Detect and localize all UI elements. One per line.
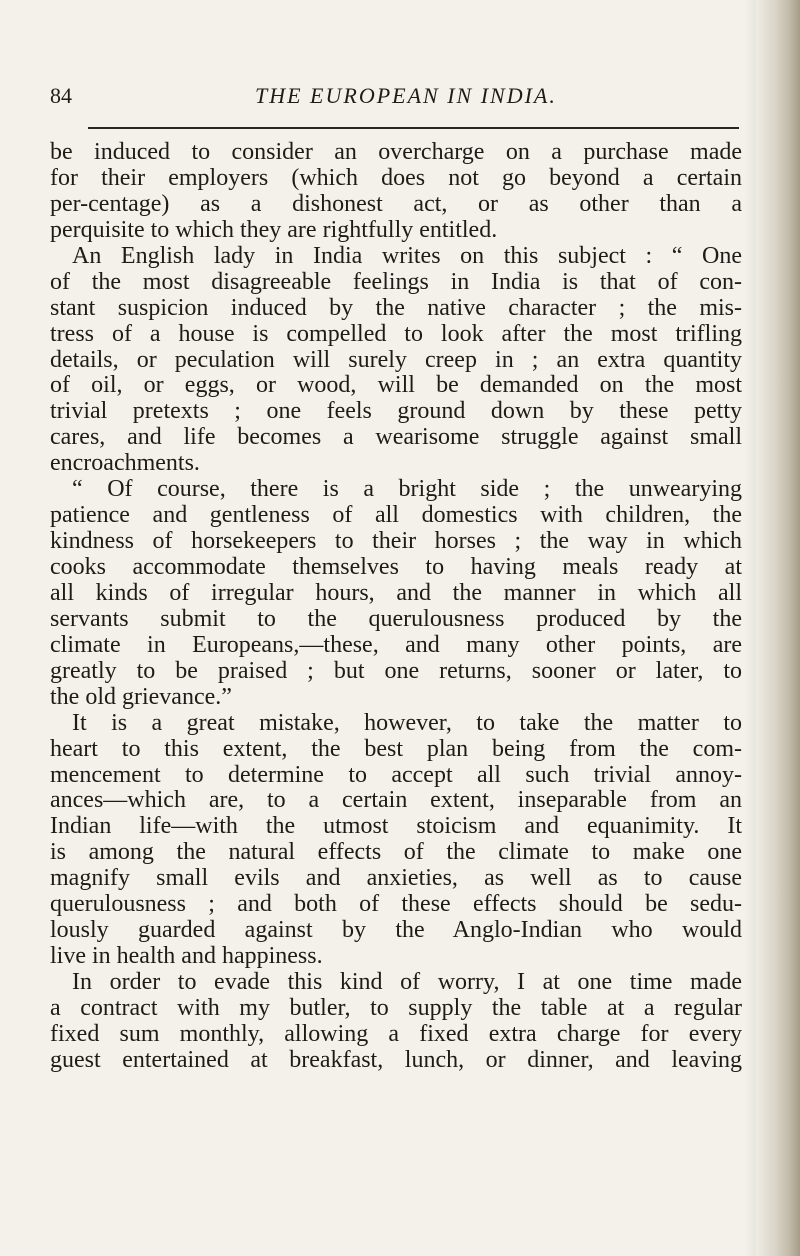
text-line: “ Of course, there is a bright side ; the unwearying: [72, 476, 742, 503]
text-line: stant suspicion induced by the native character ; the mis-: [50, 294, 742, 321]
text-line: patience and gentleness of all domestics with children, the: [50, 502, 742, 529]
text-line: kindness of horsekeepers to their horses ; the way in which: [50, 528, 742, 555]
page-number: 84: [50, 83, 72, 108]
text-line: lously guarded against by the Anglo-Indian who would: [50, 917, 742, 944]
text-line: the old grievance.”: [50, 683, 232, 710]
text-line: be induced to consider an overcharge on a purchase made: [50, 140, 742, 165]
text-line: a contract with my butler, to supply the table at a regular: [50, 994, 742, 1021]
text-line: heart to this extent, the best plan being from the com-: [50, 735, 742, 762]
text-line: trivial pretexts ; one feels ground down by these petty: [50, 398, 742, 425]
text-line: guest entertained at breakfast, lunch, or dinner, and leaving: [50, 1046, 742, 1073]
text-line: encroachments.: [50, 450, 200, 477]
page-gutter-shadow: [744, 0, 756, 1256]
text-line: fixed sum monthly, allowing a fixed extra charge for every: [50, 1020, 742, 1047]
text-line: cares, and life becomes a wearisome struggle against small: [50, 424, 742, 451]
text-line: In order to evade this kind of worry, I at one time made: [72, 969, 742, 995]
text-line: querulousness ; and both of these effects should be sedu-: [50, 891, 742, 918]
text-line: for their employers (which does not go beyond a certain: [50, 164, 742, 191]
text-line: magnify small evils and anxieties, as well as to cause: [50, 865, 742, 892]
text-line: perquisite to which they are rightfully entitled.: [50, 216, 498, 243]
text-line: It is a great mistake, however, to take the matter to: [72, 709, 742, 736]
body-text: [50, 140, 742, 1210]
text-line: of the most disagreeable feelings in India is that of con-: [50, 268, 742, 295]
text-line: climate in Europeans,—these, and many other points, are: [50, 631, 742, 658]
text-line: greatly to be praised ; but one returns, sooner or later, to: [50, 657, 742, 684]
text-line: mencement to determine to accept all such trivial annoy-: [50, 761, 742, 788]
header-rule: [88, 127, 739, 129]
text-line: of oil, or eggs, or wood, will be demanded on the most: [50, 372, 742, 399]
text-line: An English lady in India writes on this subject : “ One: [72, 242, 742, 269]
text-line: per-centage) as a dishonest act, or as other than a: [50, 190, 742, 217]
text-line: tress of a house is compelled to look after the most trifling: [50, 320, 742, 347]
page-edge: [756, 0, 800, 1256]
text-line: details, or peculation will surely creep in ; an extra quantity: [50, 346, 742, 373]
text-line: all kinds of irregular hours, and the manner in which all: [50, 579, 742, 606]
text-line: is among the natural effects of the climate to make one: [50, 839, 742, 866]
text-line: ances—which are, to a certain extent, inseparable from an: [50, 787, 742, 814]
text-line: cooks accommodate themselves to having meals ready at: [50, 554, 742, 580]
page-header: [50, 78, 750, 118]
text-line: servants submit to the querulousness produced by the: [50, 605, 742, 632]
text-line: Indian life—with the utmost stoicism and equanimity. It: [50, 813, 742, 840]
text-line: live in health and happiness.: [50, 943, 323, 970]
running-head: THE EUROPEAN IN INDIA.: [255, 83, 557, 108]
